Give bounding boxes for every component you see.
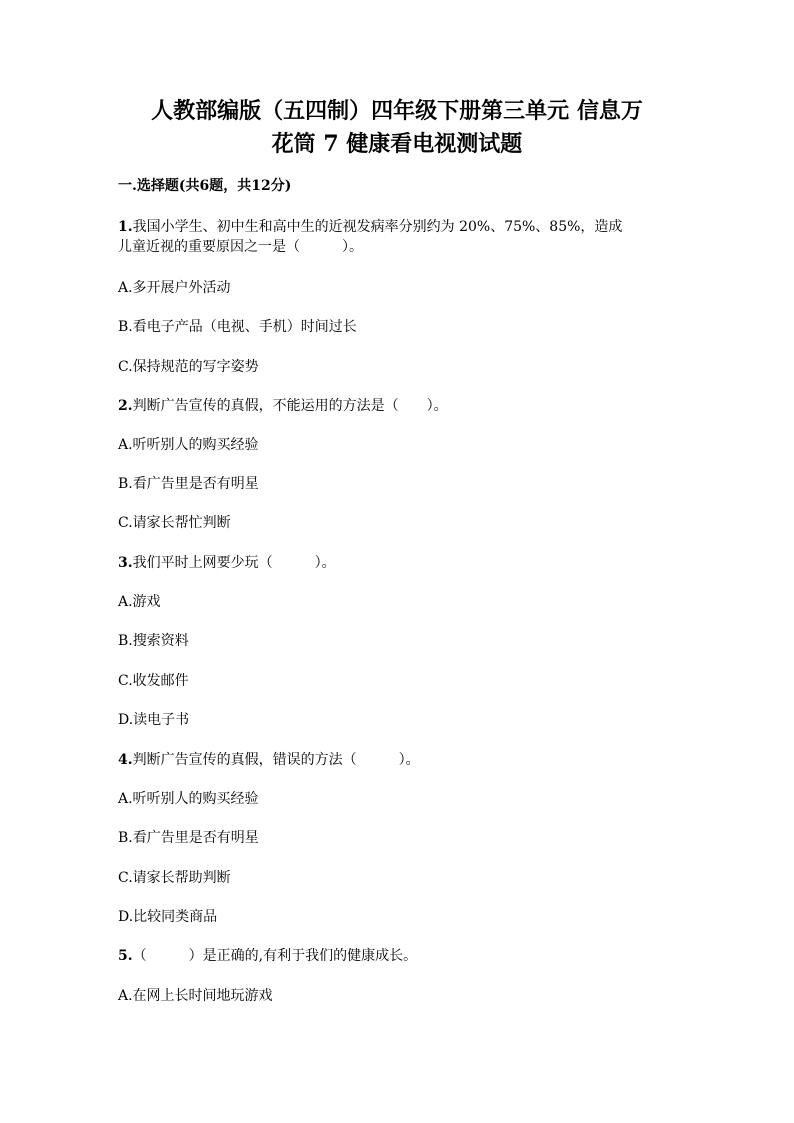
question-number: 3. [118, 555, 133, 571]
option-item: D.比较同类商品 [118, 909, 218, 925]
option-item: C.保持规范的写字姿势 [118, 359, 259, 375]
option-item: A.在网上长时间地玩游戏 [118, 988, 273, 1004]
page-title-line-2: 花筒 7 健康看电视测试题 [271, 131, 523, 157]
question-number: 2. [118, 398, 133, 414]
question-5 [118, 946, 417, 966]
option-item: A.多开展户外活动 [118, 280, 231, 296]
option-item: A.听听别人的购买经验 [118, 791, 259, 807]
question-number: 5. [118, 948, 133, 964]
section-heading: 一.选择题(共6题，共12分) [118, 178, 292, 194]
option-item: A.听听别人的购买经验 [118, 437, 259, 453]
page-title-line-1: 人教部编版（五四制）四年级下册第三单元 信息万 [151, 98, 643, 124]
question-4 [118, 750, 420, 770]
option-item: C.收发邮件 [118, 673, 189, 689]
option-item: B.看广告里是否有明星 [118, 830, 259, 846]
question-1-continued: 儿童近视的重要原因之一是（ ）。 [118, 239, 363, 255]
question-2 [118, 396, 448, 416]
option-item: D.读电子书 [118, 712, 190, 728]
option-item: B.看电子产品（电视、手机）时间过长 [118, 319, 357, 335]
question-text: 判断广告宣传的真假，不能运用的方法是（ ）。 [132, 398, 448, 414]
option-item: C.请家长帮忙判断 [118, 515, 231, 531]
question-text: 我国小学生、初中生和高中生的近视发病率分别约为 20%、75%、85%，造成 [132, 219, 623, 235]
question-number: 1. [118, 219, 133, 235]
option-item: A.游戏 [118, 594, 161, 610]
question-3 [118, 553, 336, 573]
option-item: C.请家长帮助判断 [118, 870, 231, 886]
question-text: 我们平时上网要少玩（ ）。 [132, 555, 336, 571]
question-number: 4. [118, 752, 133, 768]
question-1 [118, 217, 622, 237]
option-item: B.看广告里是否有明星 [118, 476, 259, 492]
question-text: 判断广告宣传的真假，错误的方法（ ）。 [132, 752, 420, 768]
option-item: B.搜索资料 [118, 633, 189, 649]
question-text: （ ）是正确的,有利于我们的健康成长。 [132, 948, 418, 964]
